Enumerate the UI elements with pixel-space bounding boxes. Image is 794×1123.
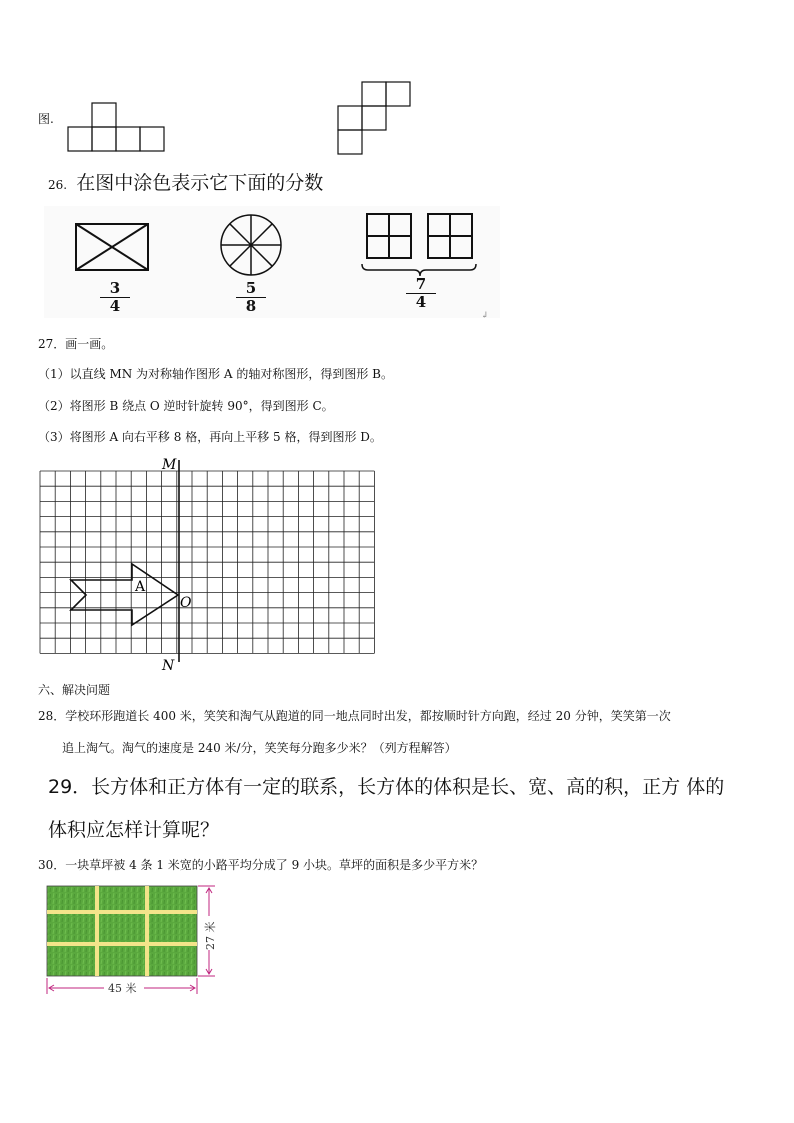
q28-line-1: 28．学校环形跑道长 400 米，笑笑和淘气从跑道的同一地点同时出发，都按顺时针方向跑，经过 20 分钟，笑笑第一次 [38,709,671,723]
cube-net-right [336,80,412,158]
q27-step-2: （2）将图形 B 绕点 O 逆时针旋转 90°，得到图形 C。 [38,399,334,413]
svg-text:↲: ↲ [481,311,489,318]
cube-net-left [66,100,166,154]
q26-text: 在图中涂色表示它下面的分数 [76,172,324,194]
q26-heading [48,168,323,195]
width-label: 45 米 [108,982,137,995]
fraction-3-4: $\frac{3}{4}$ [100,280,130,315]
section-6-title: 六、解决问题 [38,683,111,697]
q27-grid [30,452,390,674]
q27-title: 27．画一画。 [38,337,114,351]
q30-text: 30．一块草坪被 4 条 1 米宽的小路平均分成了 9 小块。草坪的面积是多少平方米？ [38,858,484,872]
fraction-7-4: $\frac{7}{4}$ [406,276,436,311]
net-label: 图. [38,112,54,126]
label-a: A [135,579,146,595]
q27-step-1: （1）以直线 MN 为对称轴作图形 A 的轴对称图形，得到图形 B。 [38,367,393,381]
label-o: O [180,595,192,611]
circle-eight-parts [221,215,281,275]
square-grid [40,471,374,653]
q27-step-3: （3）将图形 A 向右平移 8 格，再向上平移 5 格，得到图形 D。 [38,430,382,444]
label-n: N [162,658,175,674]
lawn-rect [47,886,197,976]
label-m: M [162,457,177,473]
q29-line-1: 29．长方体和正方体有一定的联系，长方体的体积是长、宽、高的积，正方 体的 [48,776,725,798]
lawn-figure [40,880,230,998]
q26-number: 26. [48,178,68,192]
fraction-5-8: $\frac{5}{8}$ [236,280,266,315]
q29-line-2: 体积应怎样计算呢？ [48,819,220,841]
q28-line-2: 追上淘气。淘气的速度是 240 米/分，笑笑每分跑多少米？（列方程解答） [62,741,457,755]
height-label: 27 米 [204,921,217,950]
